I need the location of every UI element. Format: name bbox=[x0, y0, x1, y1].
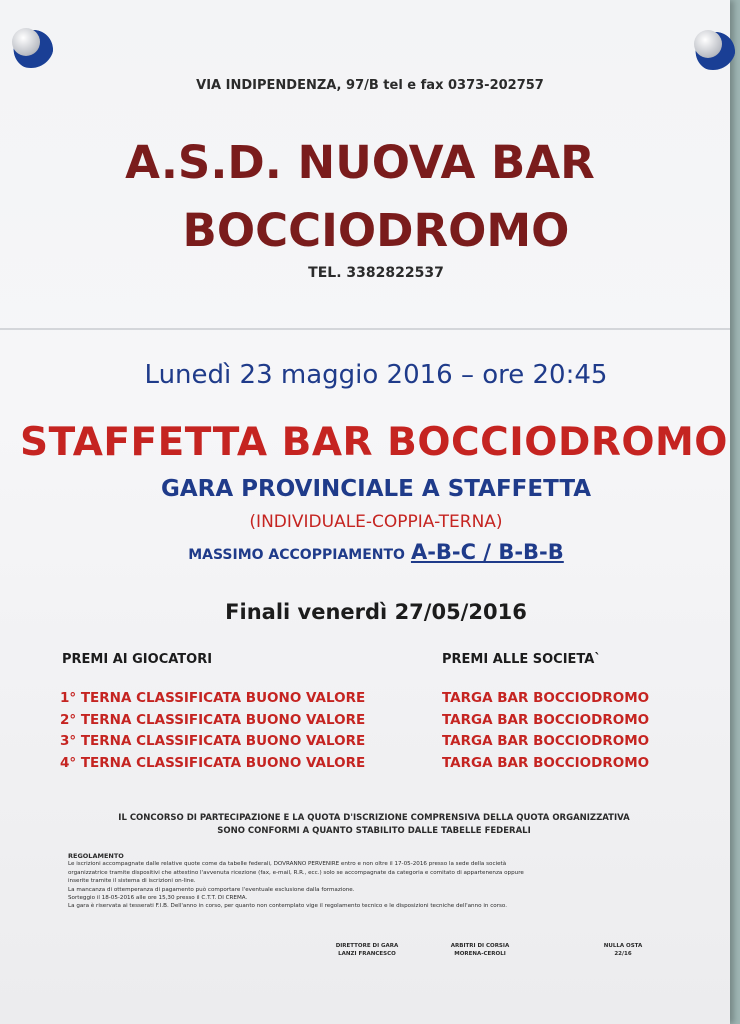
prizes-players-list bbox=[60, 690, 365, 776]
signature-name: LANZI FRANCESCO bbox=[338, 951, 396, 957]
list-item: TARGA BAR BOCCIODROMO bbox=[442, 711, 650, 728]
address-line: VIA INDIPENDENZA, 97/B tel e fax 0373-202757 bbox=[196, 78, 544, 93]
list-item: 3° TERNA CLASSIFICATA BUONO VALORE bbox=[60, 733, 366, 749]
signature-name: 22/16 bbox=[614, 951, 632, 957]
regolamento-block bbox=[68, 852, 668, 911]
concorso-note bbox=[4, 812, 740, 838]
prizes-clubs-list bbox=[442, 690, 649, 776]
signature-role: ARBITRI DI CORSIA bbox=[450, 943, 510, 949]
pairing-value: A-B-C / B-B-B bbox=[410, 540, 564, 564]
list-item: TARGA BAR BOCCIODROMO bbox=[442, 733, 650, 749]
concorso-line2: SONO CONFORMI A QUANTO STABILITO DALLE TABELLE FEDERALI bbox=[217, 826, 531, 836]
signature-name: MORENA-CEROLI bbox=[454, 951, 506, 957]
regolamento-line: organizzatrice tramite dispositivi che attestino l'avvenuta ricezione (fax, e-mail, R.R., ecc.) solo se accompagnate da categoria e comitato di appartenenza oppure bbox=[68, 869, 524, 876]
regolamento-line: inserite tramite il sistema di iscrizioni on-line. bbox=[68, 878, 196, 885]
prizes-clubs-header: PREMI ALLE SOCIETA` bbox=[442, 652, 601, 667]
event-title: STAFFETTA BAR BOCCIODROMO bbox=[20, 420, 728, 465]
club-title-line2: BOCCIODROMO bbox=[182, 204, 570, 257]
list-item: TARGA BAR BOCCIODROMO bbox=[442, 690, 650, 706]
pushpin-icon bbox=[8, 22, 54, 68]
concorso-line1: IL CONCORSO DI PARTECIPAZIONE E LA QUOTA D'ISCRIZIONE COMPRENSIVA DELLA QUOTA ORGANIZZATIVA bbox=[118, 813, 630, 823]
pushpin-icon bbox=[690, 24, 736, 70]
regolamento-line: La gara è riservata ai tesserati F.I.B. Dell'anno in corso, per quanto non contemplato vige il regolamento tecnico e le disposizioni tecniche dell'anno in corso. bbox=[68, 903, 508, 910]
regolamento-line: Le iscrizioni accompagnate dalle relative quote come da tabelle federali, DOVRANNO PERVENIRE entro e non oltre il 17-05-2016 presso la sede della società bbox=[68, 861, 507, 868]
signature-approval bbox=[588, 942, 658, 958]
list-item: 1° TERNA CLASSIFICATA BUONO VALORE bbox=[60, 690, 366, 706]
signature-role: NULLA OSTA bbox=[603, 943, 643, 949]
prizes-players-header: PREMI AI GIOCATORI bbox=[62, 652, 213, 667]
signature-referees bbox=[430, 942, 530, 958]
signature-role: DIRETTORE DI GARA bbox=[335, 943, 399, 949]
list-item: 2° TERNA CLASSIFICATA BUONO VALORE bbox=[60, 711, 366, 728]
list-item: TARGA BAR BOCCIODROMO bbox=[442, 754, 650, 771]
club-title-line1: A.S.D. NUOVA BAR bbox=[125, 136, 595, 189]
pairing-info bbox=[6, 540, 740, 564]
signature-director bbox=[312, 942, 422, 958]
pairing-label: MASSIMO ACCOPPIAMENTO bbox=[188, 547, 405, 563]
event-categories: (INDIVIDUALE-COPPIA-TERNA) bbox=[249, 512, 503, 532]
paper-fold-line bbox=[0, 328, 730, 330]
club-phone: TEL. 3382822537 bbox=[308, 265, 444, 281]
finals-date: Finali venerdì 27/05/2016 bbox=[225, 600, 527, 624]
regolamento-line: Sorteggio il 18-05-2016 alle ore 15,30 presso il C.T.T. DI CREMA. bbox=[68, 895, 248, 902]
regolamento-title: REGOLAMENTO bbox=[68, 852, 124, 860]
regolamento-line: La mancanza di ottemperanza di pagamento può comportare l'eventuale esclusione dalla formazione. bbox=[68, 886, 355, 893]
event-date: Lunedì 23 maggio 2016 – ore 20:45 bbox=[144, 360, 608, 390]
event-subtitle: GARA PROVINCIALE A STAFFETTA bbox=[160, 476, 592, 502]
list-item: 4° TERNA CLASSIFICATA BUONO VALORE bbox=[60, 754, 366, 771]
